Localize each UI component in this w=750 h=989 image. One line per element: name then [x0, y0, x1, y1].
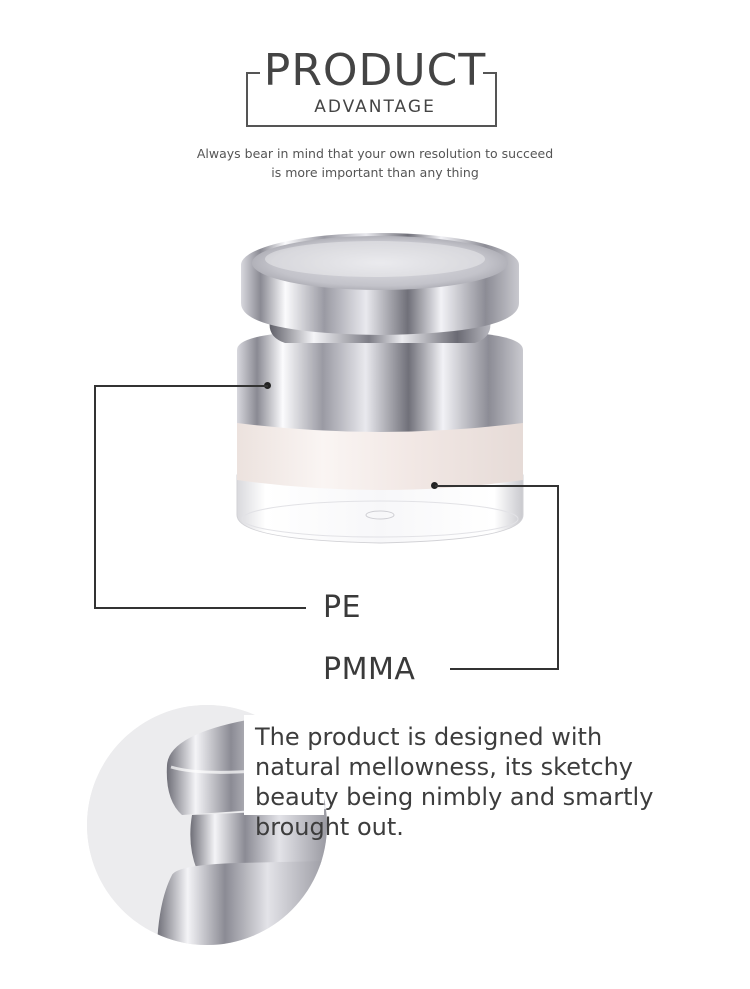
tagline [0, 144, 750, 182]
material-label-pmma: PMMA [323, 652, 416, 687]
callout-line-pe-top [94, 385, 268, 387]
heading-title: PRODUCT [263, 45, 487, 96]
tagline-line-2: is more important than any thing [271, 165, 479, 180]
callout-line-pmma-top [435, 485, 559, 487]
jar-illustration [225, 225, 535, 565]
tagline-line-1: Always bear in mind that your own resolution to succeed [196, 146, 554, 161]
callout-line-pe-vertical [94, 385, 96, 609]
callout-line-pmma-vertical [557, 485, 559, 670]
callout-line-pe-bottom [94, 607, 306, 609]
cosmetic-jar-image [225, 225, 535, 565]
callout-line-pmma-bottom [450, 668, 559, 670]
heading-subtitle: ADVANTAGE [314, 97, 436, 117]
material-label-pe: PE [323, 590, 362, 625]
product-description: The product is designed with natural mellowness, its sketchy beauty being nimbly and smartly brought out. [255, 723, 654, 841]
